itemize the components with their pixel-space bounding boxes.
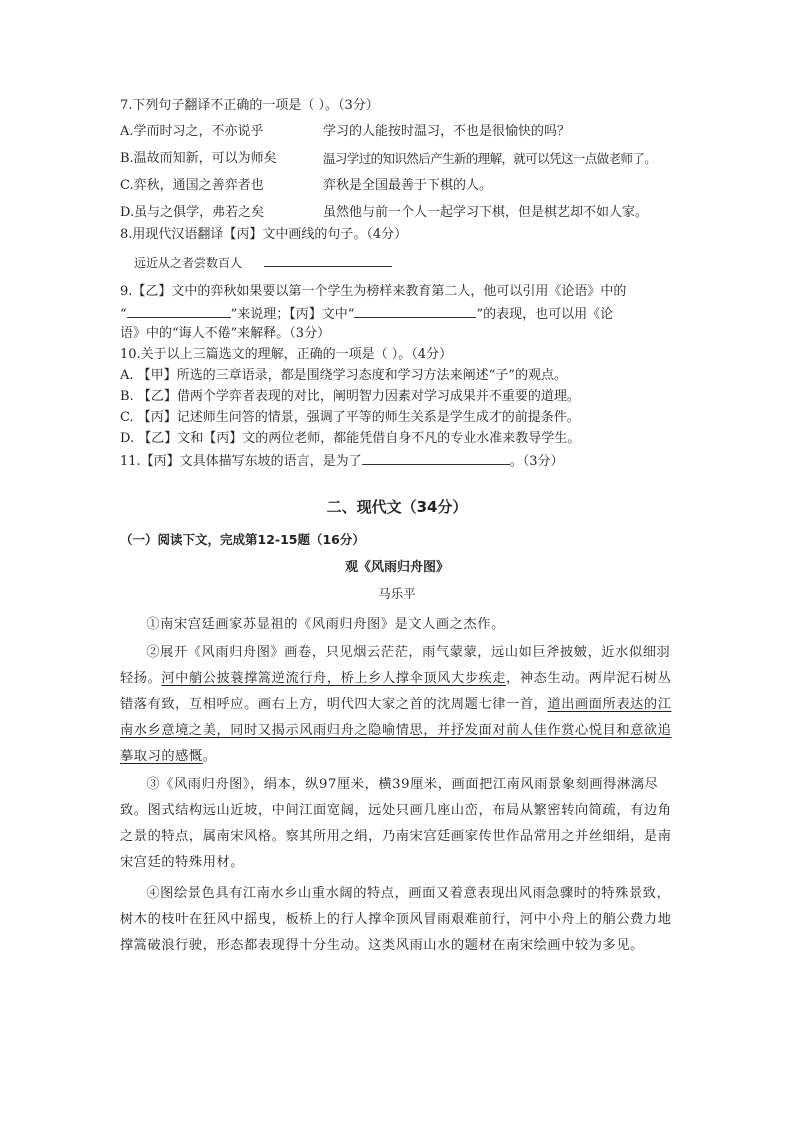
p2-text-a: ②展开《风雨归舟图》画卷，只见烟云茫茫，雨气蒙蒙，远山如巨斧披皴，近水似细羽轻扬。 (120, 645, 671, 686)
article-paragraph-3: ③《风雨归舟图》，绢本，纵97厘米，横39厘米，画面把江南风雨景象刻画得淋漓尽致。图式结构远山近坡，中间江面宽阔，远处只画几座山峦，布局从繁密转向简疏，有边角之景的特点，属南宋风格。察其所用之绢，乃南宋宫廷画家传世作品常用之并丝细绢，是南宋宫廷的特殊用材。 (120, 777, 672, 870)
q7-option-a-text: A.学而时习之，不亦说乎 (120, 124, 264, 139)
q8-answer-line (134, 252, 392, 273)
q9-line1: 9.【乙】文中的弈秋如果要以第一个学生为榜样来教育第二人，他可以引用《论语》中的 (120, 284, 627, 299)
q8-sentence: 远近从之者尝数百人 (134, 256, 243, 270)
article-title: 观《风雨归舟图》 (344, 560, 449, 575)
q10-option-a: A. 【甲】所选的三章语录，都是围绕学习态度和学习方法来阐述“子”的观点。 (120, 368, 567, 383)
q9-blank-2[interactable] (354, 303, 476, 318)
p2-text-b: ，神态生动。两岸泥石树丛错落有致，互相呼应。画右上方，明代四大家之首的沈周题七律一首， (120, 671, 672, 712)
q10-option-d: D. 【乙】文和【丙】文的两位老师，都能凭借自身不凡的专业水准来教导学生。 (120, 431, 581, 446)
q7-stem: 7.下列句子翻译不正确的一项是（ ）。（3分） (120, 98, 379, 113)
q8-answer-blank[interactable] (264, 252, 392, 267)
q11-score: 。（3分） (509, 454, 564, 469)
article-paragraph-1: ①南宋宫廷画家苏显祖的《风雨归舟图》是文人画之杰作。 (146, 617, 505, 632)
q7-option-c-text: C.弈秋，通国之善弈者也 (120, 178, 264, 193)
section-title: 二、现代文（34分） (326, 498, 468, 516)
q10-option-b: B. 【乙】借两个学弈者表现的对比，阐明智力因素对学习成果并不重要的道理。 (120, 389, 580, 404)
p2-underlined-2: 道出画面所表达的江南水乡意境之美，同时又揭示风雨归舟之隐喻情思，并抒发面对前人佳作赏心悦目和意欲追摹取习的感慨 (120, 697, 672, 764)
q7-option-b-text: B.温故而知新，可以为师矣 (120, 151, 277, 166)
q9-blank-1[interactable] (127, 303, 231, 318)
q9-line3: 语》中的“诲人不倦”来解释。（3分） (120, 326, 331, 341)
q9-open-quote: “ (120, 307, 127, 322)
q9-mid-text: ”来说理；【丙】文中“ (230, 307, 355, 322)
q11-stem: 11.【丙】文具体描写东坡的语言，是为了 (120, 454, 362, 469)
article-author: 马乐平 (378, 586, 416, 601)
q8-stem: 8.用现代汉语翻译【丙】文中画线的句子。（4分） (120, 227, 408, 242)
q7-option-c-translation: 弈秋是全国最善于下棋的人。 (323, 178, 493, 193)
q11 (120, 450, 563, 472)
q9-line2 (120, 303, 613, 325)
q7-option-b-translation: 温习学过的知识然后产生新的理解，就可以凭这一点做老师了。 (323, 151, 657, 166)
q10-option-c: C. 【丙】记述师生问答的情景，强调了平等的师生关系是学生成才的前提条件。 (120, 410, 580, 425)
q11-blank[interactable] (362, 450, 510, 465)
p2-underlined-1: 河中艄公披蓑撑篙逆流行舟，桥上乡人撑伞顶风大步疾走 (161, 671, 507, 686)
section-subtitle: （一）阅读下文，完成第12-15题（16分） (120, 532, 365, 547)
q10-stem: 10.关于以上三篇选文的理解，正确的一项是（ ）。（4分） (120, 347, 453, 362)
q7-option-a-translation: 学习的人能按时温习，不也是很愉快的吗？ (323, 124, 571, 139)
p2-text-c: 。 (202, 749, 217, 764)
article-paragraph-4: ④图绘景色具有江南水乡山重水阔的特点，画面又着意表现出风雨急骤时的特殊景致，树木的枝叶在狂风中摇曳，板桥上的行人撑伞顶风冒雨艰难前行，河中小舟上的艄公费力地撑篙破浪行驶，形态都表现得十分生动。这类风雨山水的题材在南宋绘画中较为多见。 (120, 886, 672, 953)
article-paragraph-2 (120, 640, 680, 770)
q7-option-d-translation: 虽然他与前一个人一起学习下棋，但是棋艺却不如人家。 (323, 205, 649, 220)
q9-end-text: ”的表现，也可以用《论 (476, 307, 614, 322)
q7-option-d-text: D.虽与之俱学，弗若之矣 (120, 205, 265, 220)
